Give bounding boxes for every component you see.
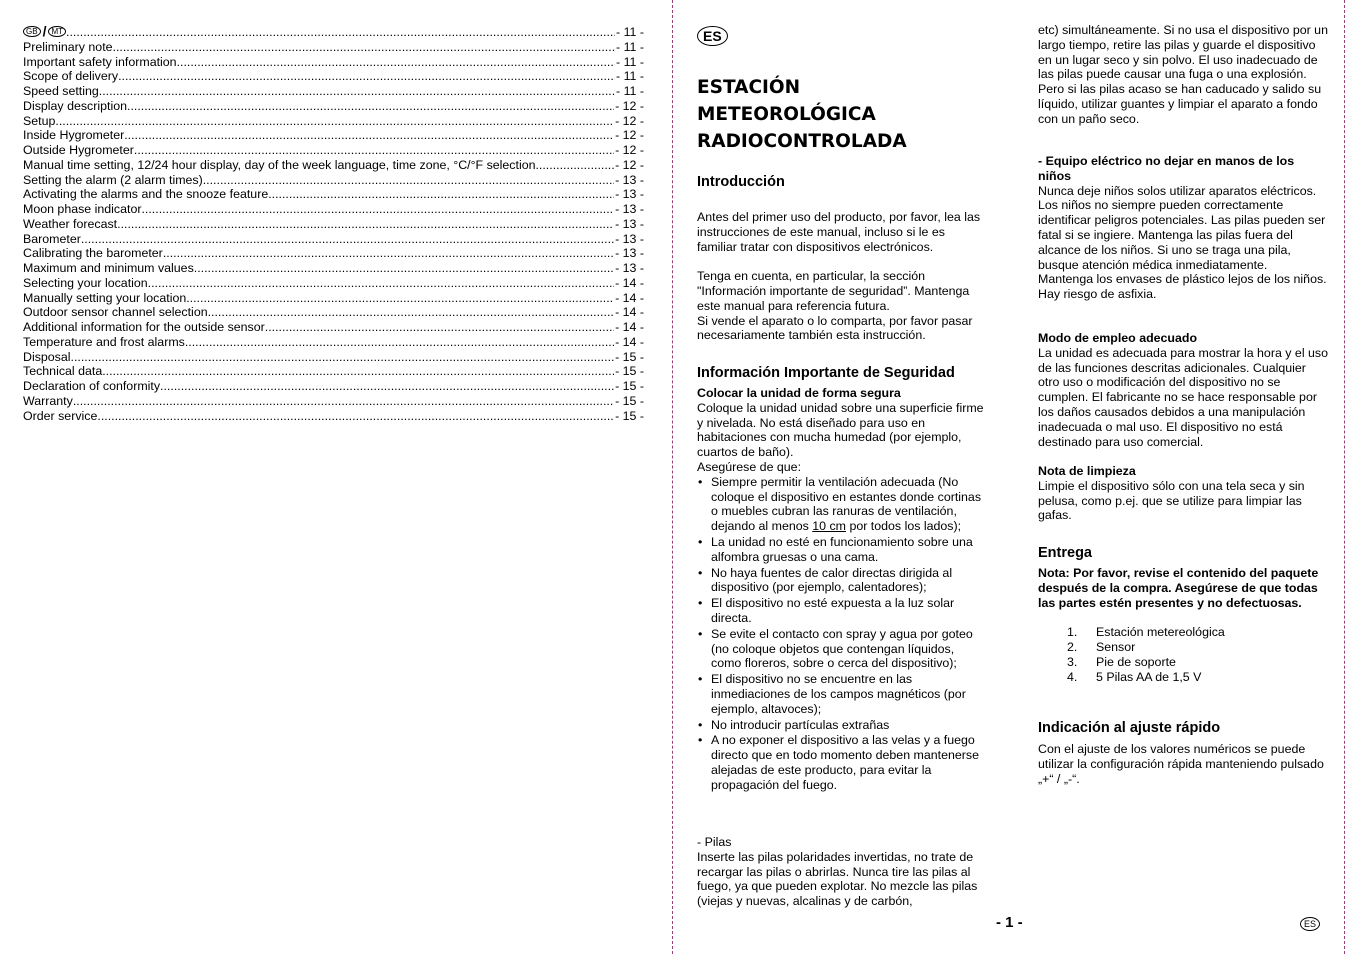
children-paragraph: Mantenga los envases de plástico lejos de los niños. Hay riesgo de asfixia. xyxy=(1038,272,1327,302)
toc-entry-label: Inside Hygrometer xyxy=(23,128,125,143)
toc-page-number: - 15 - xyxy=(615,393,644,408)
toc-row xyxy=(23,158,644,173)
toc-entry-label: Selecting your location xyxy=(23,275,148,290)
intro-paragraph: Antes del primer uso del producto, por favor, lea las instrucciones de este manual, incluso si le es familiar tratar con dispositivos electrónicos. xyxy=(697,210,981,254)
toc-row xyxy=(23,173,644,188)
toc-leader-dots xyxy=(55,114,614,129)
batteries-continued xyxy=(1038,23,1328,127)
title-line: METEOROLÓGICA xyxy=(697,104,876,125)
list-item: • La unidad no esté en funcionamiento sobre una alfombra gruesas o una cama. xyxy=(697,535,985,565)
toc-leader-dots xyxy=(71,350,615,365)
toc-entry-label: Calibrating the barometer xyxy=(23,246,163,261)
toc-page-number: - 15 - xyxy=(615,379,644,393)
toc-row xyxy=(23,55,644,70)
toc-page-number: - 13 - xyxy=(615,246,644,261)
toc-page-number: - 11 - xyxy=(616,39,644,54)
delivery-list xyxy=(1038,625,1328,684)
title-line: RADIOCONTROLADA xyxy=(697,131,907,152)
batteries-paragraph: Pero si las pilas acaso se han caducado y salido su líquido, utilizar guantes y limpiar el aparato a fondo con un paño seco. xyxy=(1038,82,1322,126)
toc-row xyxy=(23,187,644,202)
safety-list xyxy=(697,475,985,793)
toc-leader-dots xyxy=(113,40,615,55)
toc-leader-dots xyxy=(148,276,614,291)
toc-page-number: - 13 - xyxy=(615,172,644,187)
toc-entry-label: Setup xyxy=(23,113,56,128)
toc-page-number: - 12 - xyxy=(615,98,644,113)
list-item: • El dispositivo no esté expuesta a la luz solar directa. xyxy=(697,596,985,626)
toc-row xyxy=(23,320,644,335)
children-section xyxy=(1038,154,1328,302)
toc-entry-label: Moon phase indicator xyxy=(23,202,142,216)
quick-heading: Indicación al ajuste rápido xyxy=(1038,720,1221,736)
toc-entry-label: Disposal xyxy=(23,349,71,364)
toc-row xyxy=(23,276,644,291)
toc-row xyxy=(23,291,644,306)
quick-paragraph: Con el ajuste de los valores numéricos se puede utilizar la configuración rápida manteniendo pulsado „+“ / „-“. xyxy=(1038,742,1324,786)
toc-entry-label: Maximum and minimum values xyxy=(23,261,194,275)
toc-leader-dots xyxy=(127,99,614,114)
toc-page-number: - 15 - xyxy=(615,364,644,379)
list-item: 1. Estación metereológica xyxy=(1067,625,1225,640)
toc-leader-dots xyxy=(141,202,614,217)
table-of-contents xyxy=(23,22,644,423)
place-paragraph: Coloque la unidad unidad sobre una superficie firme y nivelada. No está diseñado para uso en habitaciones con mucha humedad (por ejemplo, cuartos de baño). xyxy=(697,400,984,460)
toc-leader-dots xyxy=(73,394,614,409)
toc-leader-dots xyxy=(99,84,615,99)
toc-entry-label: Barometer xyxy=(23,231,81,246)
toc-page-number: - 12 - xyxy=(615,128,644,143)
list-item: 4. 5 Pilas AA de 1,5 V xyxy=(1067,669,1202,684)
toc-entry-label: Temperature and frost alarms xyxy=(23,334,185,349)
toc-leader-dots xyxy=(117,217,614,232)
toc-leader-dots xyxy=(163,246,614,261)
toc-leader-dots xyxy=(66,25,615,40)
toc-entry-label: Technical data xyxy=(23,364,103,379)
toc-leader-dots xyxy=(268,187,614,202)
footer-es-badge: ES xyxy=(1300,917,1320,931)
toc-leader-dots xyxy=(124,128,614,143)
toc-page-number: - 13 - xyxy=(615,202,644,216)
toc-entry-label: Declaration of conformity xyxy=(23,379,161,393)
list-item: • Siempre permitir la ventilación adecuada (No coloque el dispositivo en estantes donde cortinas o muebles cubran las ranuras de ventilación, dejando al menos 10 cm por todos los lados); xyxy=(697,475,985,534)
intro-section xyxy=(697,210,987,343)
use-paragraph: La unidad es adecuada para mostrar la hora y el uso de las funciones descritas adicionales. Cualquier otro uso o modificación del dispositivo no se cumplen. El fabricante no se hace responsable por los daños causados debidos a una manipulación inadecuada o mal uso. El dispositivo no está destinado para uso comercial. xyxy=(1038,345,1328,449)
toc-leader-dots xyxy=(203,173,614,188)
toc-row xyxy=(23,394,644,409)
safety-section xyxy=(697,386,985,794)
es-language-badge: ES xyxy=(697,26,728,46)
toc-entry-label: Warranty xyxy=(23,393,73,408)
toc-row xyxy=(23,364,644,379)
toc-page-number: - 13 - xyxy=(615,187,644,202)
batteries-heading: - Pilas xyxy=(697,835,732,849)
toc-leader-dots xyxy=(535,158,614,173)
toc-leader-dots xyxy=(97,409,614,424)
use-heading: Modo de empleo adecuado xyxy=(1038,331,1198,345)
toc-page-number: - 11 - xyxy=(616,69,644,84)
page-divider-right xyxy=(1344,0,1345,954)
list-item: • Se evite el contacto con spray y agua por goteo (no coloque objetos que contengan líquidos, como floreros, sobre o cerca del dispositivo); xyxy=(697,627,985,671)
toc-page-number: - 11 - xyxy=(616,25,644,39)
toc-entry-label: Order service xyxy=(23,408,98,423)
children-paragraph: Nunca deje niños solos utilizar aparatos eléctricos. Los niños no siempre pueden correctamente identificar peligros potenciales. Las pilas pueden ser fatal si se ingiere. Mantenga las pilas fuera del alcance de los niños. Si uno se traga una pila, busque atención médica inmediatamente. xyxy=(1038,183,1326,272)
toc-row xyxy=(23,246,644,261)
toc-page-number: - 12 - xyxy=(615,157,644,172)
toc-row xyxy=(23,379,644,394)
toc-entry-label: Important safety information xyxy=(23,54,177,69)
toc-entry-label: Scope of delivery xyxy=(23,69,119,84)
toc-entry-label: Outside Hygrometer xyxy=(23,143,134,157)
title-line: ESTACIÓN xyxy=(697,77,801,98)
toc-leader-dots xyxy=(186,291,614,306)
toc-page-number: - 11 - xyxy=(616,84,644,98)
toc-header-row xyxy=(23,22,644,40)
toc-page-number: - 14 - xyxy=(615,305,644,320)
toc-page-number: - 14 - xyxy=(615,320,644,334)
toc-page-number: - 12 - xyxy=(615,113,644,128)
cleaning-paragraph: Limpie el dispositivo sólo con una tela seca y sin pelusa, como p.ej. que se utilize para limpiar las gafas. xyxy=(1038,478,1305,523)
toc-row xyxy=(23,143,644,158)
mt-badge: MT xyxy=(48,26,66,37)
list-item: 3. Pie de soporte xyxy=(1067,654,1176,669)
toc-entry-label: Additional information for the outside sensor xyxy=(23,320,265,334)
toc-leader-dots xyxy=(160,379,614,394)
page-divider-left xyxy=(672,0,673,954)
toc-entry-label: Setting the alarm (2 alarm times) xyxy=(23,172,203,187)
toc-row xyxy=(23,69,644,84)
toc-page-number: - 14 - xyxy=(615,334,644,349)
cleaning-heading: Nota de limpieza xyxy=(1038,464,1136,478)
toc-row xyxy=(23,232,644,247)
batteries-paragraph: Inserte las pilas polaridades invertidas, no trate de recargar las pilas o abrirlas. Nunca tire las pilas al fuego, ya que pueden explotar. No mezcle las pilas (viejas y nuevas, alcalinas y de carbón, xyxy=(697,849,978,909)
delivery-heading: Entrega xyxy=(1038,545,1092,561)
toc-page-number: - 11 - xyxy=(616,54,644,69)
toc-row xyxy=(23,335,644,350)
toc-page-number: - 14 - xyxy=(615,290,644,305)
toc-leader-dots xyxy=(208,305,614,320)
badge-separator: / xyxy=(42,22,47,39)
cleaning-section xyxy=(1038,464,1328,523)
toc-row xyxy=(23,114,644,129)
toc-entry-label: Outdoor sensor channel selection xyxy=(23,305,208,320)
toc-leader-dots xyxy=(185,335,614,350)
toc-row xyxy=(23,202,644,217)
delivery-section xyxy=(1038,566,1328,685)
toc-leader-dots xyxy=(81,232,614,247)
batteries-paragraph: etc) simultáneamente. Si no usa el dispositivo por un largo tiempo, retire las pilas y guarde el dispositivo en un lugar seco y sin polvo. El uso inadecuado de las pilas puede causar una fuga o una explosión. xyxy=(1038,23,1328,82)
toc-page-number: - 12 - xyxy=(615,143,644,157)
toc-row xyxy=(23,217,644,232)
toc-leader-dots xyxy=(177,55,615,70)
toc-entry-label: Display description xyxy=(23,98,127,113)
toc-row xyxy=(23,305,644,320)
toc-row xyxy=(23,99,644,114)
toc-entry-label: Preliminary note xyxy=(23,39,113,54)
quick-section xyxy=(1038,742,1328,786)
toc-leader-dots xyxy=(265,320,614,335)
children-heading: - Equipo eléctrico no dejar en manos de los niños xyxy=(1038,154,1295,183)
toc-page-number: - 13 - xyxy=(615,231,644,246)
delivery-note: Nota: Por favor, revise el contenido del paquete después de la compra. Asegúrese de que todas las partes estén presentes y no defectuosas. xyxy=(1038,566,1319,610)
toc-leader-dots xyxy=(102,364,614,379)
toc-row xyxy=(23,409,644,424)
language-badges xyxy=(23,22,66,40)
list-item: • El dispositivo no se encuentre en las inmediaciones de los campos magnéticos (por ejemplo, altavoces); xyxy=(697,672,985,716)
batteries-section xyxy=(697,835,985,909)
toc-page xyxy=(0,0,672,954)
toc-page-number: - 15 - xyxy=(615,349,644,364)
toc-row xyxy=(23,40,644,55)
gb-badge: GB xyxy=(23,26,41,37)
toc-entry-label: Weather forecast xyxy=(23,216,118,231)
toc-row xyxy=(23,84,644,99)
list-item: 2. Sensor xyxy=(1067,640,1136,655)
safety-heading: Información Importante de Seguridad xyxy=(697,365,955,381)
place-heading: Colocar la unidad de forma segura xyxy=(697,386,901,400)
toc-entry-label: Activating the alarms and the snooze feature xyxy=(23,187,269,202)
toc-row xyxy=(23,261,644,276)
list-item: • No haya fuentes de calor directas dirigida al dispositivo (por ejemplo, calentadores); xyxy=(697,566,985,596)
toc-leader-dots xyxy=(134,143,614,158)
list-item: • A no exponer el dispositivo a las velas y a fuego directo que en todo momento deben mantenerse alejadas de este producto, para evitar la propagación del fuego. xyxy=(697,733,985,792)
toc-leader-dots xyxy=(118,69,615,84)
toc-page-number: - 15 - xyxy=(615,408,644,423)
toc-page-number: - 13 - xyxy=(615,216,644,231)
toc-row xyxy=(23,350,644,365)
ensure-text: Asegúrese de que: xyxy=(697,459,802,474)
intro-paragraph: Tenga en cuenta, en particular, la sección "Información importante de seguridad”. Mantenga este manual para referencia futura. xyxy=(697,269,970,313)
toc-entry-label: Manually setting your location xyxy=(23,290,187,305)
list-item: • No introducir partículas extrañas xyxy=(697,718,985,733)
toc-page-number: - 14 - xyxy=(615,275,644,290)
use-section xyxy=(1038,331,1328,449)
toc-entry-label: Speed setting xyxy=(23,84,99,98)
toc-page-number: - 13 - xyxy=(615,261,644,275)
intro-paragraph: Si vende el aparato o lo comparta, por favor pasar necesariamente también esta instrucción. xyxy=(697,313,973,343)
toc-row xyxy=(23,128,644,143)
toc-entry-label: Manual time setting, 12/24 hour display, day of the week language, time zone, °C/°F selection xyxy=(23,157,536,172)
page-number: - 1 - xyxy=(996,914,1023,931)
toc-leader-dots xyxy=(194,261,614,276)
document-title xyxy=(697,74,977,155)
intro-heading: Introducción xyxy=(697,174,785,190)
